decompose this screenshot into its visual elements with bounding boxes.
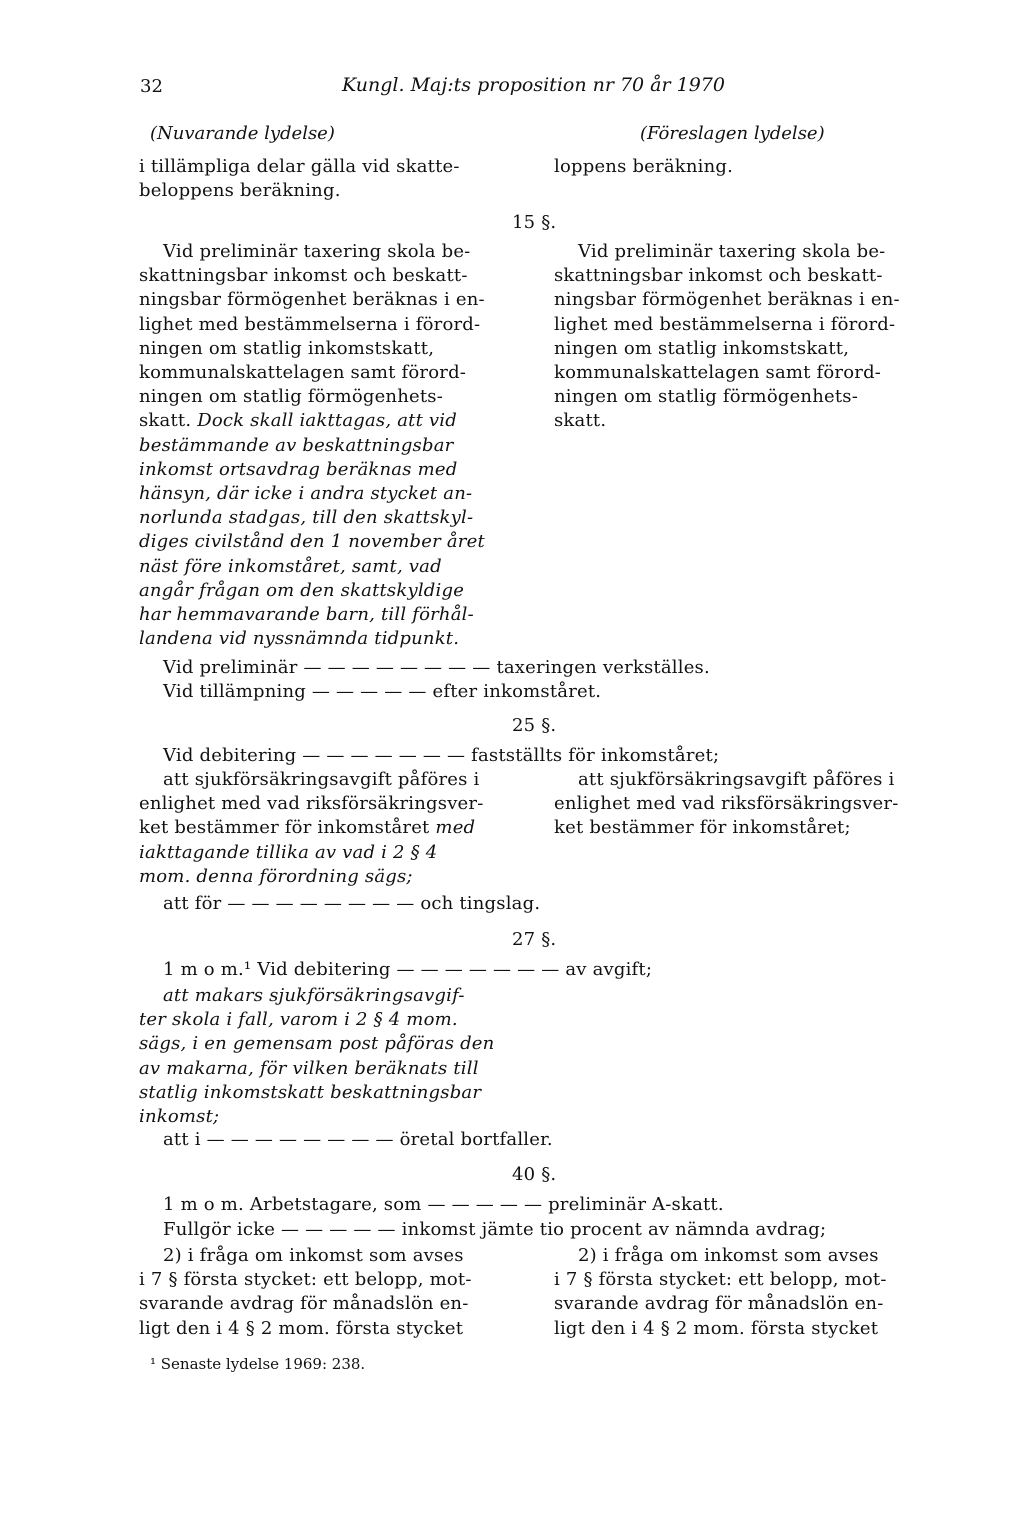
- section-15-left-text: [139, 240, 524, 651]
- text-run: taxeringen verkställes.: [496, 657, 710, 678]
- text-run: öretal bortfaller.: [399, 1129, 553, 1150]
- italic-text-run: med: [435, 817, 476, 839]
- text-line: enlighet med vad riksförsäkringsver-: [554, 793, 899, 815]
- section-15-shared-line-a: [163, 656, 710, 680]
- omission-dashes: — — — — — — —: [302, 745, 466, 766]
- section-40-left-text: [139, 1244, 524, 1341]
- continuation-left: [139, 155, 524, 203]
- section-27-shared-line-b: [163, 1128, 553, 1152]
- text-run: att för: [163, 893, 222, 914]
- section-25-right-text: [554, 768, 939, 841]
- text-line: i 7 § första stycket: ett belopp, mot-: [554, 1269, 887, 1291]
- text-line: Vid preliminär taxering skola be-: [163, 241, 471, 262]
- omission-dashes: — — — — —: [311, 681, 427, 702]
- italic-text-line: diges civilstånd den 1 november året: [139, 531, 485, 553]
- text-run: ket bestämmer för inkomståret: [139, 817, 430, 839]
- text-line: [139, 409, 524, 433]
- text-line: ligt den i 4 § 2 mom. första stycket: [139, 1317, 464, 1339]
- text-run: efter inkomståret.: [432, 681, 602, 702]
- section-25-label: 25 §.: [512, 715, 557, 736]
- text-line: att sjukförsäkringsavgift påföres i: [578, 769, 895, 790]
- text-line: lighet med bestämmelserna i förord-: [554, 313, 896, 335]
- text-line: ket bestämmer för inkomståret;: [554, 817, 851, 839]
- text-line: ningen om statlig inkomstskatt,: [139, 337, 435, 359]
- omission-dashes: — — — — — — — —: [227, 893, 415, 914]
- italic-text-line: har hemmavarande barn, till förhål-: [139, 604, 474, 626]
- italic-text-line: att makars sjukförsäkringsavgif-: [163, 985, 465, 1006]
- omission-dashes: — — — — — — — —: [206, 1129, 394, 1150]
- italic-text-line: av makarna, för vilken beräknats till: [139, 1057, 479, 1079]
- text-line: ligt den i 4 § 2 mom. första stycket: [554, 1317, 879, 1339]
- section-15-right-text: [554, 240, 939, 434]
- omission-dashes: — — — — —: [427, 1194, 543, 1215]
- text-line: ningen om statlig förmögenhets-: [554, 386, 859, 408]
- text-run: 1 m o m. Arbetstagare, som: [163, 1194, 422, 1215]
- text-line: lighet med bestämmelserna i förord-: [139, 313, 481, 335]
- text-run: Vid preliminär: [163, 657, 298, 678]
- italic-text-line: iakttagande tillika av vad i 2 § 4: [139, 841, 438, 863]
- text-run: av avgift;: [565, 959, 653, 980]
- italic-text-line: landena vid nyssnämnda tidpunkt.: [139, 628, 460, 650]
- text-run: Fullgör icke: [163, 1219, 276, 1240]
- italic-text-line: norlunda stadgas, till den skattskyl-: [139, 507, 474, 529]
- section-27-label: 27 §.: [512, 929, 557, 950]
- italic-text-line: sägs, i en gemensam post påföras den: [139, 1033, 495, 1055]
- text-run: och tingslag.: [420, 893, 541, 914]
- footnote: ¹ Senaste lydelse 1969: 238.: [150, 1355, 366, 1373]
- text-line: ningen om statlig förmögenhets-: [139, 386, 444, 408]
- text-line: skattningsbar inkomst och beskatt-: [554, 265, 883, 287]
- text-line: svarande avdrag för månadslön en-: [554, 1293, 884, 1315]
- italic-text-line: ter skola i fall, varom i 2 § 4 mom.: [139, 1009, 458, 1031]
- left-column-heading: (Nuvarande lydelse): [150, 123, 335, 144]
- text-line: kommunalskattelagen samt förord-: [554, 362, 882, 384]
- section-25-shared-line-b: [163, 892, 540, 916]
- italic-text-line: angår frågan om den skattskyldige: [139, 579, 465, 601]
- text-line: ningen om statlig inkomstskatt,: [554, 337, 850, 359]
- italic-text-line: näst före inkomståret, samt, vad: [139, 555, 442, 577]
- text-line: ningsbar förmögenhet beräknas i en-: [139, 289, 485, 311]
- text-line: beloppens beräkning.: [139, 180, 341, 202]
- text-run: att i: [163, 1129, 201, 1150]
- section-15-shared-line-b: [163, 680, 601, 704]
- running-title: Kungl. Maj:ts proposition nr 70 år 1970: [342, 74, 725, 96]
- text-line: [139, 816, 524, 840]
- section-15-label: 15 §.: [512, 212, 557, 233]
- text-run: Vid debitering: [163, 745, 297, 766]
- section-27-left-text: [139, 984, 524, 1129]
- section-40-label: 40 §.: [512, 1164, 557, 1185]
- section-40-shared-line-a: [163, 1193, 724, 1217]
- text-line: enlighet med vad riksförsäkringsver-: [139, 793, 484, 815]
- italic-text-line: inkomst ortsavdrag beräknas med: [139, 458, 458, 480]
- text-line: skattningsbar inkomst och beskatt-: [139, 265, 468, 287]
- text-run: 1 m o m.¹ Vid debitering: [163, 959, 391, 980]
- right-column-heading: (Föreslagen lydelse): [640, 123, 825, 144]
- text-line: i 7 § första stycket: ett belopp, mot-: [139, 1269, 472, 1291]
- text-run: fastställts för inkomståret;: [471, 745, 720, 766]
- text-line: skatt.: [554, 410, 607, 432]
- text-line: att sjukförsäkringsavgift påföres i: [163, 769, 480, 790]
- page-number: 32: [140, 76, 163, 97]
- section-40-shared-line-b: [139, 1218, 826, 1242]
- text-line: 2) i fråga om inkomst som avses: [578, 1245, 879, 1266]
- italic-text-run: Dock skall iakttagas, att vid: [197, 410, 457, 432]
- text-line: Vid preliminär taxering skola be-: [578, 241, 886, 262]
- italic-text-line: mom. denna förordning sägs;: [139, 865, 413, 887]
- section-25-shared-line-a: [163, 744, 719, 768]
- italic-text-line: statlig inkomstskatt beskattningsbar: [139, 1081, 482, 1103]
- text-run: Vid tillämpning: [163, 681, 306, 702]
- italic-text-line: bestämmande av beskattningsbar: [139, 434, 454, 456]
- text-run: inkomst jämte tio procent av nämnda avdrag;: [401, 1219, 827, 1240]
- italic-text-line: hänsyn, där icke i andra stycket an-: [139, 483, 473, 505]
- section-40-right-text: [554, 1244, 939, 1341]
- text-line: svarande avdrag för månadslön en-: [139, 1293, 469, 1315]
- omission-dashes: — — — — —: [281, 1219, 396, 1240]
- section-25-left-text: [139, 768, 524, 889]
- text-line: i tillämpliga delar gälla vid skatte-: [139, 156, 460, 177]
- text-run: preliminär A-skatt.: [548, 1194, 724, 1215]
- omission-dashes: — — — — — — —: [396, 959, 560, 980]
- section-27-shared-line-a: [163, 958, 652, 982]
- text-line: kommunalskattelagen samt förord-: [139, 362, 467, 384]
- text-line: ningsbar förmögenhet beräknas i en-: [554, 289, 900, 311]
- omission-dashes: — — — — — — — —: [303, 657, 491, 678]
- text-line: 2) i fråga om inkomst som avses: [163, 1245, 464, 1266]
- italic-text-line: inkomst;: [139, 1106, 220, 1128]
- continuation-right: loppens beräkning.: [554, 156, 734, 177]
- text-run: skatt.: [139, 410, 192, 432]
